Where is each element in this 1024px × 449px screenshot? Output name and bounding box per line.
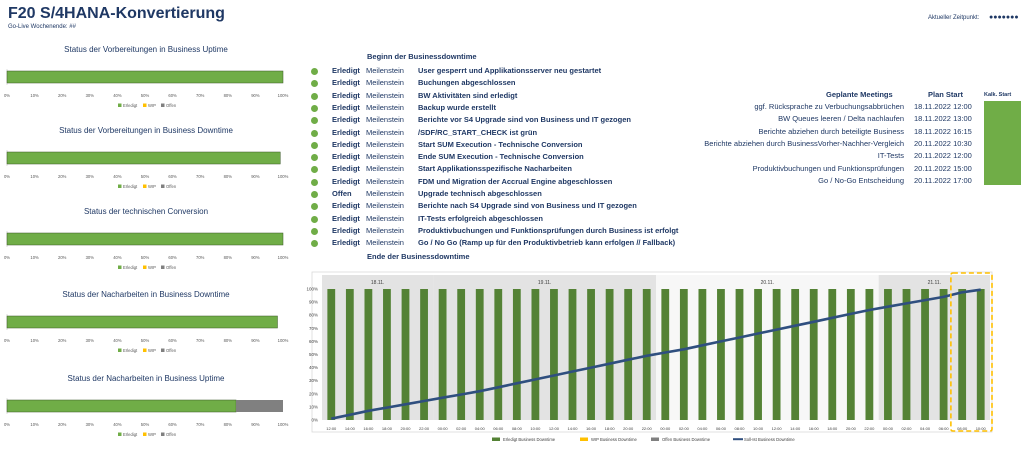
legend-label: Erledigt Business Downtime [503,437,556,442]
status-axis-tick: 30% [85,422,94,427]
bar-done [736,289,744,420]
status-axis-tick: 100% [277,422,289,427]
bar-done [624,289,632,420]
status-axis-tick: 90% [251,174,260,179]
status-legend-label: WIP [148,103,156,108]
bar-done [884,289,892,420]
current-time-value: ●●●●●●● [989,14,1019,21]
status-axis-tick: 0% [3,174,11,179]
milestone-text: Upgrade technisch abgeschlossen [418,189,542,198]
status-axis-tick: 60% [168,422,177,427]
status-axis-tick: 60% [168,174,177,179]
status-axis-tick: 20% [58,255,67,260]
x-axis-tick: 12:00 [771,426,782,431]
bar-done [346,289,354,420]
status-axis-tick: 40% [113,422,122,427]
status-axis-tick: 40% [113,174,122,179]
milestone-kind: Meilenstein [366,152,404,162]
milestone-kind: Meilenstein [366,78,404,88]
x-axis-tick: 22:00 [419,426,430,431]
x-axis-tick: 04:00 [697,426,708,431]
milestone-kind: Meilenstein [366,201,404,211]
day-band [322,275,433,420]
status-axis-tick: 10% [30,174,39,179]
status-legend-label: WIP [148,348,156,353]
x-axis-tick: 12:00 [548,426,559,431]
x-axis-tick: 20:00 [623,426,634,431]
x-axis-tick: 04:00 [474,426,485,431]
meeting-plan-start: 18.11.2022 12:00 [914,102,972,111]
y-axis-tick: 20% [308,391,318,397]
meeting-plan-start: 20.11.2022 15:00 [914,163,972,173]
status-axis-tick: 10% [30,255,39,260]
status-axis-tick: 100% [277,338,289,343]
status-legend-label: Erledigt [123,348,138,353]
x-axis-tick: 20:00 [400,426,411,431]
milestone-kind: Meilenstein [366,90,404,100]
bar-done [810,289,818,420]
status-axis-tick: 100% [277,255,289,260]
y-axis-tick: 90% [308,299,318,305]
status-axis-tick: 60% [168,255,177,260]
milestone-kind: Meilenstein [366,66,404,75]
y-axis-tick: 60% [308,338,318,344]
bar-done [327,289,335,420]
x-axis-tick: 16:00 [363,426,374,431]
status-axis-tick: 20% [58,338,67,343]
status-axis-tick: 50% [140,174,150,179]
bar-done [550,289,558,420]
legend-swatch [580,438,588,442]
status-axis-tick: 40% [113,255,122,260]
status-legend-label: WIP [148,432,156,437]
x-axis-tick: 22:00 [864,426,875,431]
bar-done [569,289,577,420]
status-axis-tick: 50% [140,93,150,98]
x-axis-tick: 22:00 [641,426,652,431]
bar-done [383,289,391,420]
milestone-kind: Meilenstein [366,127,404,137]
bar-done [402,289,410,420]
bar-done [698,289,706,420]
x-axis-tick: 02:00 [901,426,912,431]
bar-done [457,289,465,420]
legend-label: WIP Business Downtime [591,437,637,442]
milestone-kind: Meilenstein [366,213,404,223]
status-axis-tick: 80% [223,255,232,260]
milestone-text: User gesperrt und Applikationsserver neu gestartet [418,66,602,75]
x-axis-tick: 16:00 [808,426,819,431]
milestone-status: Erledigt [332,176,360,186]
milestone-text: Go / No Go (Ramp up für den Produktivbetrieb kann erfolgen // Fallback) [418,238,676,248]
bar-done [958,289,966,420]
bar-done [847,289,855,420]
status-axis-tick: 80% [223,422,232,427]
milestone-text: Start Applikationsspezifische Nacharbeiten [418,164,572,174]
status-legend-label: WIP [148,184,156,189]
meeting-name: Berichte abziehen durch BusinessVorher-Nachher-Vergleich [704,138,904,148]
status-axis-tick: 70% [196,93,205,98]
day-label: 20.11. [760,280,775,286]
status-axis-tick: 40% [113,93,122,98]
status-axis-tick: 90% [251,255,260,260]
milestone-text: BW Aktivitäten sind erledigt [418,90,518,100]
milestone-kind: Meilenstein [366,102,404,112]
status-panel-title: Status der Vorbereitungen in Business Downtime [59,126,233,135]
day-band [879,275,990,420]
status-panel-title: Status der Vorbereitungen in Business Uptime [64,45,228,54]
milestone-text: Buchungen abgeschlossen [418,78,516,88]
x-axis-tick: 10:00 [975,426,986,431]
status-axis-tick: 70% [196,255,205,260]
status-axis-tick: 20% [58,93,67,98]
status-axis-tick: 10% [30,93,39,98]
status-axis-tick: 100% [277,174,289,179]
milestone-end-label: Ende der Businessdowntime [367,251,470,261]
status-axis-tick: 10% [30,338,39,343]
status-legend-label: WIP [148,265,156,270]
legend-label: Soll-Ist Business Downtime [744,437,795,442]
status-axis-tick: 80% [223,338,232,343]
plan-start-header: Plan Start [928,90,964,99]
status-axis-tick: 20% [58,422,67,427]
milestone-text: Backup wurde erstellt [418,102,496,112]
meeting-plan-start: 20.11.2022 17:00 [914,175,972,185]
meetings-header: Geplante Meetings [826,90,893,99]
y-axis-tick: 80% [308,312,318,318]
status-axis-tick: 70% [196,338,205,343]
milestone-text: Berichte nach S4 Upgrade sind von Business und IT gezogen [418,201,637,211]
bar-done [494,289,502,420]
status-legend-label: Erledigt [123,265,138,270]
bar-done [606,289,614,420]
x-axis-tick: 06:00 [715,426,726,431]
y-axis-tick: 0% [311,417,318,423]
bar-done [921,289,929,420]
x-axis-tick: 08:00 [511,426,522,431]
status-axis-tick: 50% [140,255,150,260]
status-axis-tick: 90% [251,338,260,343]
status-axis-tick: 60% [168,93,177,98]
legend-swatch [492,438,500,442]
x-axis-tick: 02:00 [456,426,467,431]
x-axis-tick: 12:00 [326,426,337,431]
x-axis-tick: 08:00 [734,426,745,431]
milestone-status: Erledigt [332,225,360,235]
status-panel-title: Status der Nacharbeiten in Business Downtime [62,290,230,299]
y-axis-tick: 100% [306,286,318,292]
milestone-status: Offen [332,189,352,198]
x-axis-tick: 14:00 [790,426,801,431]
status-axis-tick: 50% [140,422,150,427]
bar-done [828,289,836,420]
x-axis-tick: 18:00 [827,426,838,431]
status-axis-tick: 90% [251,422,260,427]
status-axis-tick: 0% [3,338,11,343]
bar-done [903,289,911,420]
bar-done [680,289,688,420]
milestone-status: Erledigt [332,238,360,248]
status-legend-label: Erledigt [123,432,138,437]
milestone-text: Produktivbuchungen und Funktionsprüfungen durch Business ist erfolgt [418,225,679,235]
x-axis-tick: 18:00 [381,426,392,431]
milestone-text: Ende SUM Execution - Technische Conversion [418,152,584,162]
meeting-name: IT-Tests [877,151,904,161]
milestone-text: Berichte vor S4 Upgrade sind von Business und IT gezogen [418,115,631,125]
meeting-plan-start: 20.11.2022 12:00 [914,151,972,161]
bar-done [439,289,447,420]
status-axis-tick: 30% [85,174,94,179]
x-axis-tick: 02:00 [678,426,689,431]
go-live-subtitle: Go-Live Wochenende: ## [8,24,76,30]
day-label: 18.11. [370,280,385,286]
milestone-text: Start SUM Execution - Technische Conversion [418,139,583,149]
status-axis-tick: 90% [251,93,260,98]
day-label: 21.11. [927,280,942,286]
status-panel-title: Status der Nacharbeiten in Business Uptime [67,374,225,383]
milestone-status: Erledigt [332,90,360,100]
x-axis-tick: 14:00 [567,426,578,431]
x-axis-tick: 06:00 [938,426,949,431]
milestone-status: Erledigt [332,78,360,88]
status-legend-label: Offen [166,348,177,353]
status-legend-label: Offen [166,432,177,437]
day-label: 19.11. [537,280,552,286]
milestone-status: Erledigt [332,115,360,125]
bar-done [364,289,372,420]
milestone-status: Erledigt [332,139,360,149]
x-axis-tick: 20:00 [845,426,856,431]
milestone-status: Erledigt [332,127,360,137]
status-axis-tick: 80% [223,174,232,179]
y-axis-tick: 10% [308,404,318,410]
status-axis-tick: 30% [85,93,94,98]
x-axis-tick: 04:00 [920,426,931,431]
bar-done [717,289,725,420]
milestone-kind: Meilenstein [366,139,404,149]
milestone-status: Erledigt [332,152,360,162]
bar-done [791,289,799,420]
x-axis-tick: 18:00 [604,426,615,431]
milestone-text: /SDF/RC_START_CHECK ist grün [418,127,538,137]
y-axis-tick: 30% [308,378,318,384]
bar-done [513,289,521,420]
status-legend-label: Offen [166,265,177,270]
x-axis-tick: 06:00 [493,426,504,431]
status-axis-tick: 40% [113,338,122,343]
status-axis-tick: 30% [85,255,94,260]
status-axis-tick: 100% [277,93,289,98]
status-axis-tick: 70% [196,422,205,427]
y-axis-tick: 50% [308,352,318,357]
status-axis-tick: 0% [3,422,11,427]
meeting-plan-start: 20.11.2022 10:30 [914,138,972,148]
x-axis-tick: 00:00 [437,426,448,431]
milestone-kind: Meilenstein [366,189,404,198]
meeting-plan-start: 18.11.2022 13:00 [914,114,972,124]
meeting-name: Produktivbuchungen und Funktionsprüfungen [752,163,904,173]
milestone-begin-label: Beginn der Businessdowntime [367,52,477,61]
status-axis-tick: 0% [3,93,11,98]
legend-label: Offen Business Downtime [662,437,711,442]
y-axis-tick: 70% [308,325,318,331]
status-axis-tick: 80% [223,93,232,98]
x-axis-tick: 00:00 [660,426,671,431]
legend-swatch [651,438,659,442]
milestone-kind: Meilenstein [366,176,404,186]
milestone-status: Erledigt [332,66,360,75]
kalk-start-label: Kalk. Start [984,92,1012,98]
meeting-name: ggf. Rücksprache zu Verbuchungsabbrüchen [754,102,904,111]
status-axis-tick: 70% [196,174,205,179]
x-axis-tick: 10:00 [753,426,764,431]
meeting-name: Berichte abziehen durch beteiligte Business [758,126,904,136]
status-axis-tick: 20% [58,174,67,179]
status-axis-tick: 0% [3,255,11,260]
milestone-status: Erledigt [332,164,360,174]
milestone-text: IT-Tests erfolgreich abgeschlossen [418,213,543,223]
y-axis-tick: 40% [308,365,318,371]
x-axis-tick: 00:00 [882,426,893,431]
meeting-name: BW Queues leeren / Delta nachlaufen [778,114,904,124]
meeting-plan-start: 18.11.2022 16:15 [914,126,972,136]
status-axis-tick: 60% [168,338,177,343]
bar-done [587,289,595,420]
current-time-label: Aktueller Zeitpunkt: [928,15,980,21]
bar-done [754,289,762,420]
milestone-status: Erledigt [332,213,360,223]
milestone-status: Erledigt [332,102,360,112]
status-legend-label: Erledigt [123,103,138,108]
day-band [433,275,656,420]
page-title: F20 S/4HANA-Konvertierung [8,5,225,22]
milestone-text: FDM und Migration der Accrual Engine abgeschlossen [418,176,613,186]
bar-done [661,289,669,420]
x-axis-tick: 14:00 [344,426,355,431]
bar-done [531,289,539,420]
status-axis-tick: 50% [140,338,150,343]
milestone-kind: Meilenstein [366,115,404,125]
status-axis-tick: 30% [85,338,94,343]
x-axis-tick: 10:00 [530,426,541,431]
milestone-kind: Meilenstein [366,164,404,174]
bar-done [476,289,484,420]
meeting-name: Go / No-Go Entscheidung [818,175,904,185]
x-axis-tick: 08:00 [957,426,968,431]
status-legend-label: Offen [166,184,177,189]
status-axis-tick: 10% [30,422,39,427]
status-legend-label: Erledigt [123,184,138,189]
bar-done [977,289,985,420]
milestone-kind: Meilenstein [366,238,404,248]
milestone-kind: Meilenstein [366,225,404,235]
milestone-status: Erledigt [332,201,360,211]
bar-done [940,289,948,420]
status-legend-label: Offen [166,103,177,108]
x-axis-tick: 16:00 [586,426,597,431]
status-panel-title: Status der technischen Conversion [83,207,209,216]
bar-done [773,289,781,420]
